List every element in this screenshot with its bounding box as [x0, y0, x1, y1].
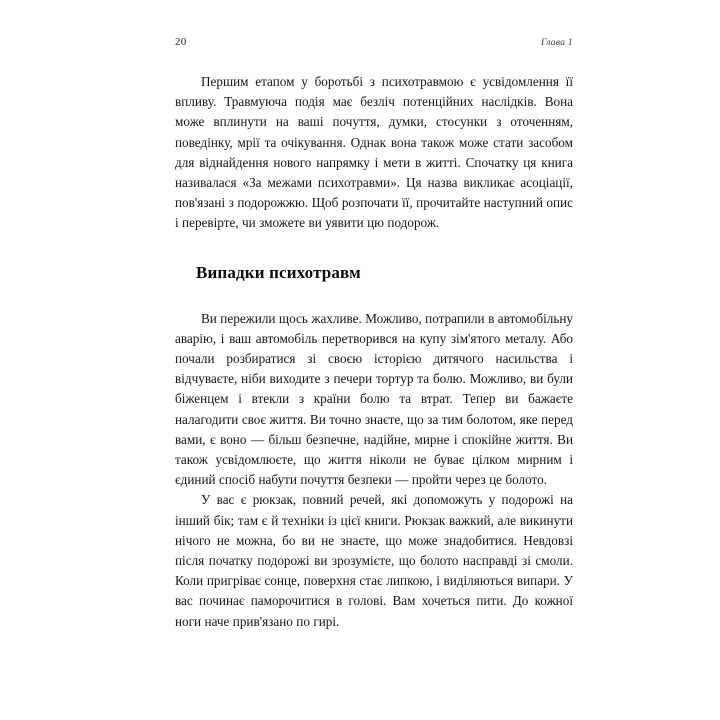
running-head: [175, 36, 573, 48]
spacer: [175, 284, 573, 309]
paragraph: У вас є рюкзак, повний речей, які допоможуть у подорожі на інший бік; там є й техніки із цієї книги. Рюкзак важкий, але викинути нічого не можна, бо ви не знаєте, що може знадобитися. Невдовзі після початку подорожі ви зрозумієте, що болото насправді зі смоли. Коли пригріває сонце, поверхня стає липкою, і виділяються випари. У вас починає паморочитися в голові. Вам хочеться пити. До кожної ноги наче прив'язано по гирі.: [175, 492, 573, 629]
page-number: 20: [175, 36, 187, 48]
spacer: [175, 234, 573, 262]
chapter-label: Глава 1: [541, 38, 573, 48]
paragraph: Ви пережили щось жахливе. Можливо, потрапили в автомобільну аварію, і ваш автомобіль перетворився на купу зім'ятого металу. Або почали розбиратися зі своєю історією дитячого насильства і відчуваєте, ніби виходите з печери тортур та болю. Можливо, ви були біженцем і втекли з країни болю та втрат. Тепер ви бажаєте налагодити своє життя. Ви точно знаєте, що за тим болотом, яке перед вами, є воно — більш безпечне, надійне, мирне і спокійне життя. Ви також усвідомлюєте, що життя ніколи не буває цілком мирним і єдиний спосіб набути почуття безпеки — пройти через це болото.: [175, 310, 573, 488]
section-heading: Випадки психотравм: [196, 262, 361, 282]
text-block: [175, 72, 573, 632]
paragraph: Першим етапом у боротьбі з психотравмою є усвідомлення її впливу. Травмуюча подія має безліч потенційних наслідків. Вона може вплинути на ваші почуття, думки, стосунки з оточенням, поведінку, мрії та очікування. Однак вона також може стати засобом для віднайдення нового напрямку і мети в житті. Спочатку ця книга називалася «За межами психотравми». Ця назва викликає асоціації, пов'язані з подорожжю. Щоб розпочати її, прочитайте наступний опис і перевірте, чи зможете ви уявити цю подорож.: [175, 74, 573, 231]
